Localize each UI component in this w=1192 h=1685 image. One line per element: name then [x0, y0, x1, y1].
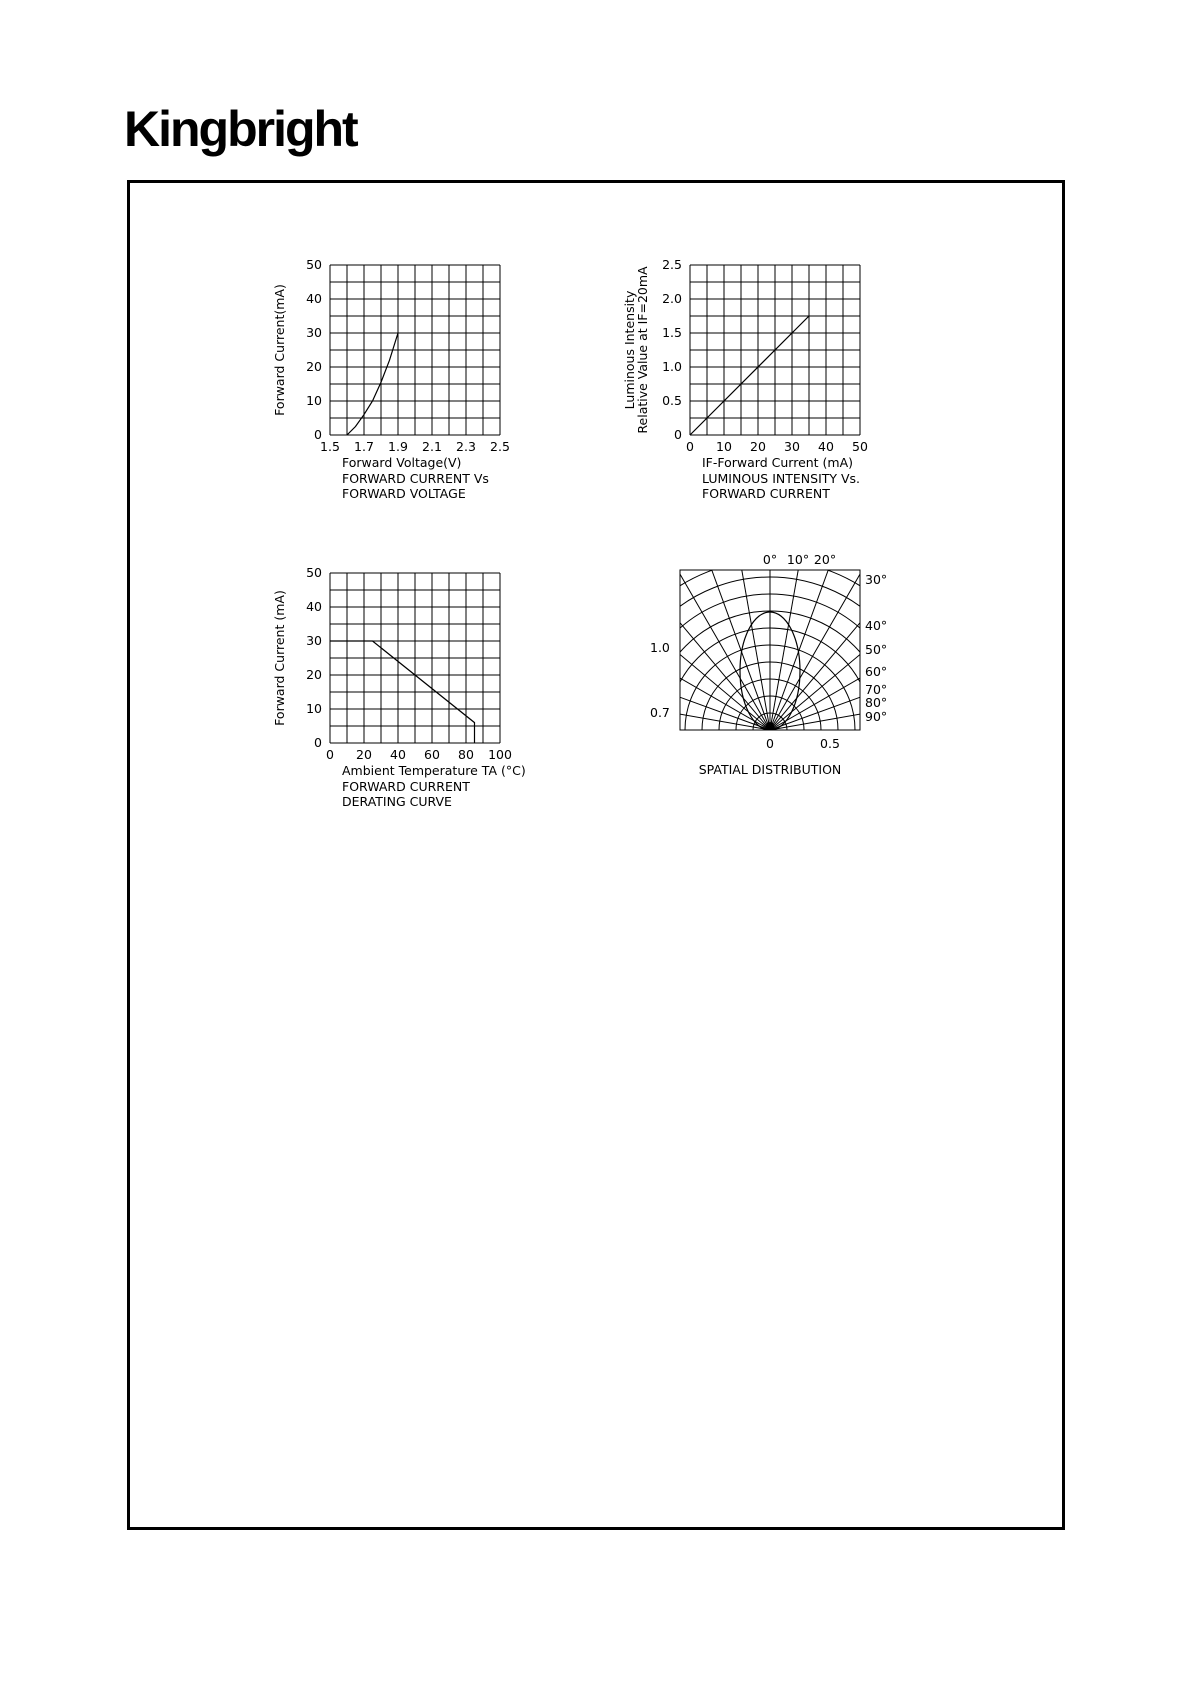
x-tick-label: 20	[750, 439, 766, 454]
angle-label: 10°	[786, 552, 810, 567]
x-tick-label: 2.3	[456, 439, 476, 454]
radial-label: 1.0	[650, 640, 670, 655]
bottom-scale-label: 0.5	[820, 736, 840, 751]
y-tick-label: 10	[306, 701, 322, 716]
y-tick-label: 50	[306, 565, 322, 580]
y-tick-label: 40	[306, 291, 322, 306]
x-axis-label: Ambient Temperature TA (°C)	[342, 763, 526, 778]
angle-label: 40°	[865, 618, 888, 633]
x-tick-label: 10	[716, 439, 732, 454]
chart-caption: DERATING CURVE	[342, 794, 452, 809]
y-tick-label: 2.0	[662, 291, 682, 306]
x-tick-label: 2.1	[422, 439, 442, 454]
y-tick-label: 30	[306, 633, 322, 648]
x-tick-label: 20	[356, 747, 372, 762]
y-tick-label: 0	[314, 427, 322, 442]
chart-forward-current-vs-voltage	[270, 255, 550, 515]
brand-logo: Kingbright	[124, 101, 357, 157]
angle-label: 80°	[865, 695, 888, 710]
chart-caption: FORWARD VOLTAGE	[342, 486, 466, 501]
x-tick-label: 1.9	[388, 439, 408, 454]
y-tick-label: 30	[306, 325, 322, 340]
angle-label: 70°	[865, 682, 888, 697]
y-tick-label: 20	[306, 359, 322, 374]
y-tick-label: 1.0	[662, 359, 682, 374]
angle-label: 0°	[762, 552, 778, 567]
x-tick-label: 30	[784, 439, 800, 454]
x-tick-label: 40	[818, 439, 834, 454]
angle-label: 30°	[865, 572, 888, 587]
chart-caption: FORWARD CURRENT	[342, 779, 470, 794]
y-tick-label: 40	[306, 599, 322, 614]
y-axis-label: Relative Value at IF=20mA	[635, 266, 650, 434]
chart-luminous-intensity-vs-current	[620, 255, 910, 515]
origin-marker	[766, 722, 774, 730]
x-tick-label: 50	[852, 439, 868, 454]
datasheet-frame	[127, 180, 1065, 1530]
x-tick-label: 100	[488, 747, 512, 762]
chart-caption: SPATIAL DISTRIBUTION	[698, 762, 842, 777]
x-tick-label: 2.5	[490, 439, 510, 454]
y-tick-label: 2.5	[662, 257, 682, 272]
y-tick-label: 1.5	[662, 325, 682, 340]
y-tick-label: 0	[314, 735, 322, 750]
x-tick-label: 60	[424, 747, 440, 762]
chart-caption: LUMINOUS INTENSITY Vs.	[702, 471, 861, 486]
x-tick-label: 1.5	[320, 439, 340, 454]
y-tick-label: 10	[306, 393, 322, 408]
y-axis-label: Forward Current(mA)	[272, 284, 287, 416]
chart-spatial-distribution	[650, 550, 910, 790]
y-tick-label: 50	[306, 257, 322, 272]
y-tick-label: 0.5	[662, 393, 682, 408]
y-tick-label: 0	[674, 427, 682, 442]
bottom-scale-label: 0	[766, 736, 774, 751]
y-axis-label: Luminous Intensity	[622, 290, 637, 410]
y-axis-label: Forward Current (mA)	[272, 590, 287, 726]
angle-label: 90°	[865, 709, 888, 724]
chart-forward-current-derating	[270, 563, 550, 823]
x-tick-label: 0	[686, 439, 694, 454]
x-axis-label: IF-Forward Current (mA)	[702, 455, 854, 470]
x-tick-label: 1.7	[354, 439, 374, 454]
y-tick-label: 20	[306, 667, 322, 682]
chart-caption: FORWARD CURRENT	[702, 486, 830, 501]
x-tick-label: 40	[390, 747, 406, 762]
angle-label: 20°	[813, 552, 837, 567]
x-tick-label: 0	[326, 747, 334, 762]
angle-label: 50°	[865, 642, 888, 657]
chart-caption: FORWARD CURRENT Vs	[342, 471, 489, 486]
angle-label: 60°	[865, 664, 888, 679]
x-axis-label: Forward Voltage(V)	[342, 455, 462, 470]
x-tick-label: 80	[458, 747, 474, 762]
radial-label: 0.7	[650, 705, 670, 720]
series-line	[690, 316, 809, 435]
